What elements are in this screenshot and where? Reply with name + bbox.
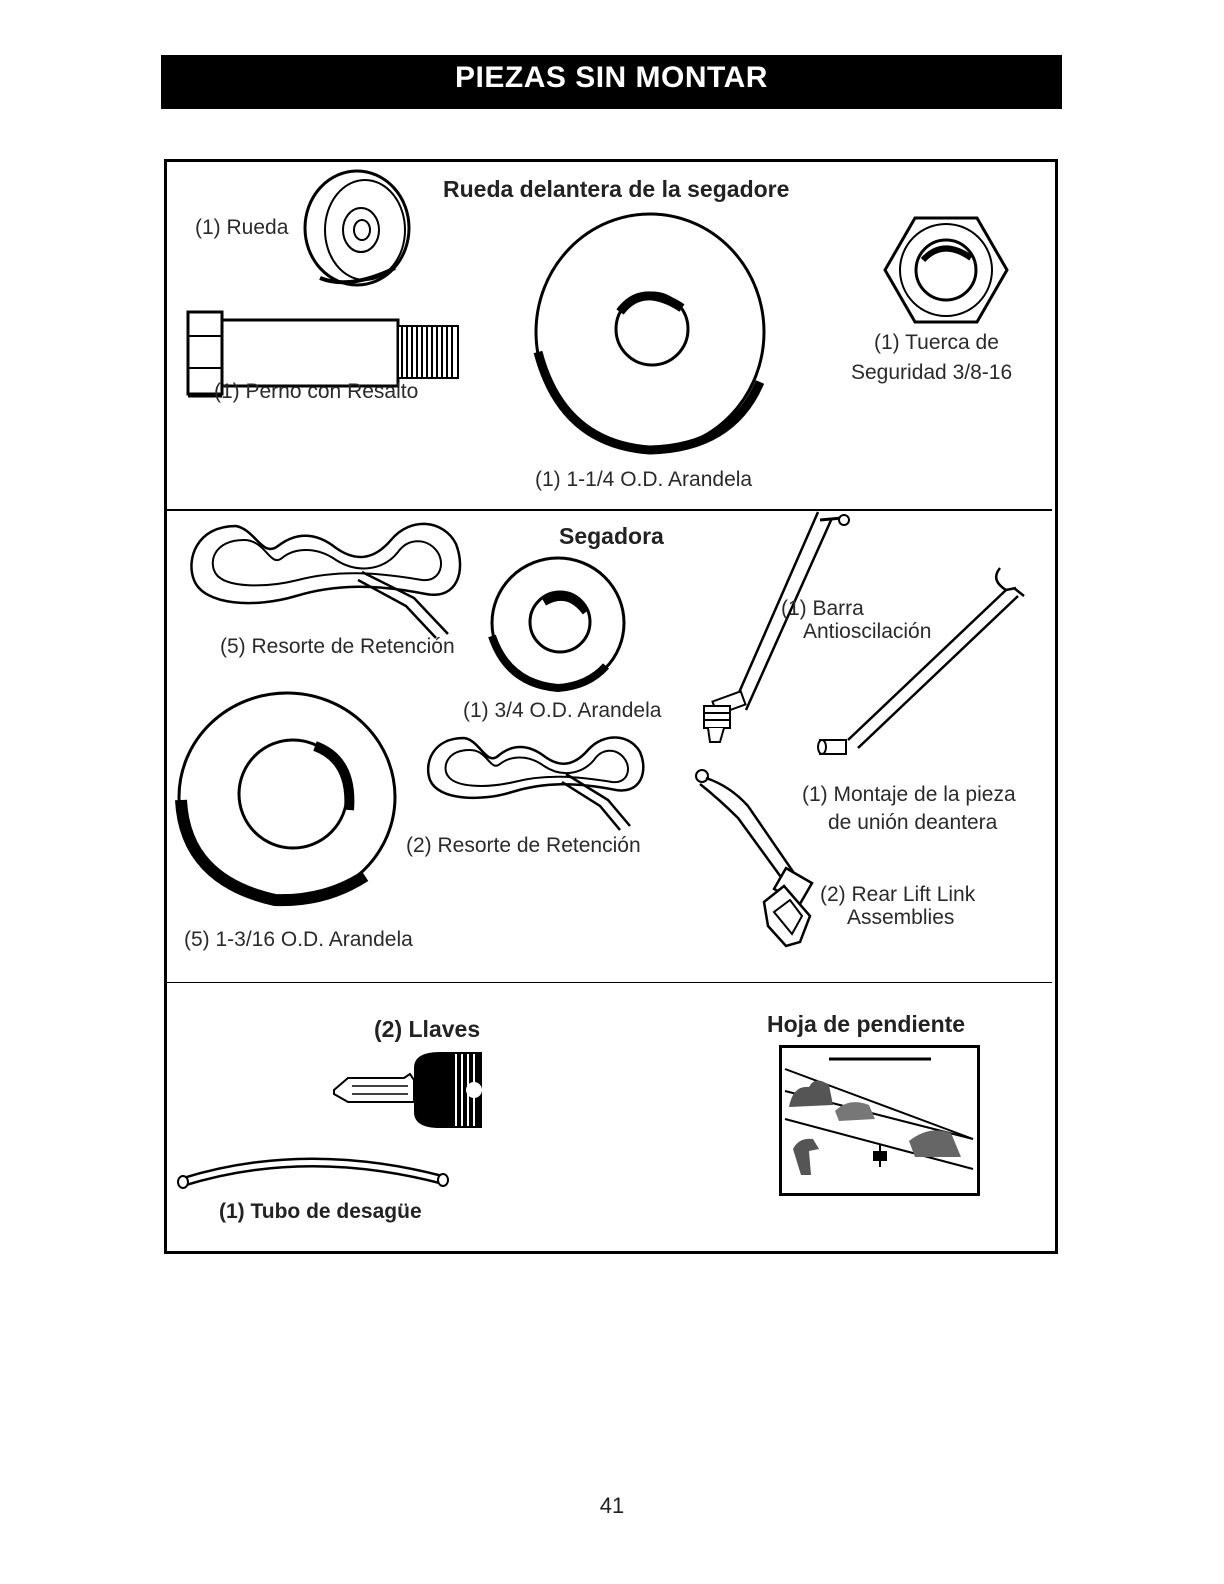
slope-sheet-icon — [779, 1045, 981, 1197]
drain-tube-icon — [175, 1150, 449, 1192]
lock-nut-label-line2: Seguridad 3/8-16 — [851, 361, 1013, 384]
anti-sway-bar-label-line1: (1) Barra — [781, 597, 864, 620]
section-divider — [167, 509, 1052, 511]
washer-1-3-16-label: (5) 1-3/16 O.D. Arandela — [184, 928, 413, 951]
shoulder-bolt-label: (1) Perno con Resalto — [214, 380, 419, 403]
lock-nut-label-line1: (1) Tuerca de — [874, 331, 999, 354]
front-link-assembly-icon — [810, 560, 1030, 760]
keys-heading: (2) Llaves — [374, 1016, 481, 1042]
washer-3-4-label: (1) 3/4 O.D. Arandela — [463, 699, 662, 722]
retaining-spring-5-label: (5) Resorte de Retención — [220, 635, 455, 658]
wheel-label: (1) Rueda — [195, 216, 289, 239]
rear-lift-link-icon — [690, 766, 820, 956]
washer-1-3-16-icon — [175, 690, 401, 904]
rear-lift-link-label-line1: (2) Rear Lift Link — [820, 883, 976, 906]
lock-nut-icon — [883, 214, 1009, 324]
retaining-spring-2-icon — [424, 734, 650, 834]
washer-large-icon — [532, 212, 772, 456]
rear-lift-link-label-line2: Assemblies — [847, 906, 955, 929]
retaining-spring-5-icon — [186, 520, 468, 642]
page-number: 41 — [599, 1493, 625, 1518]
drain-tube-label: (1) Tubo de desagüe — [219, 1200, 422, 1223]
front-wheel-heading: Rueda delantera de la segadore — [443, 176, 790, 202]
section-divider — [167, 982, 1052, 983]
anti-sway-bar-label-line2: Antioscilación — [803, 620, 932, 643]
washer-1-1-4-label: (1) 1-1/4 O.D. Arandela — [535, 468, 753, 491]
page-title: PIEZAS SIN MONTAR — [161, 55, 1062, 109]
front-link-label-line2: de unión deantera — [828, 811, 998, 834]
front-link-label-line1: (1) Montaje de la pieza — [802, 783, 1016, 806]
slope-sheet-heading: Hoja de pendiente — [767, 1011, 966, 1037]
retaining-spring-2-label: (2) Resorte de Retención — [406, 834, 641, 857]
washer-3-4-icon — [488, 556, 628, 692]
wheel-icon — [300, 168, 412, 288]
mower-heading: Segadora — [559, 523, 664, 549]
key-icon — [330, 1050, 490, 1134]
